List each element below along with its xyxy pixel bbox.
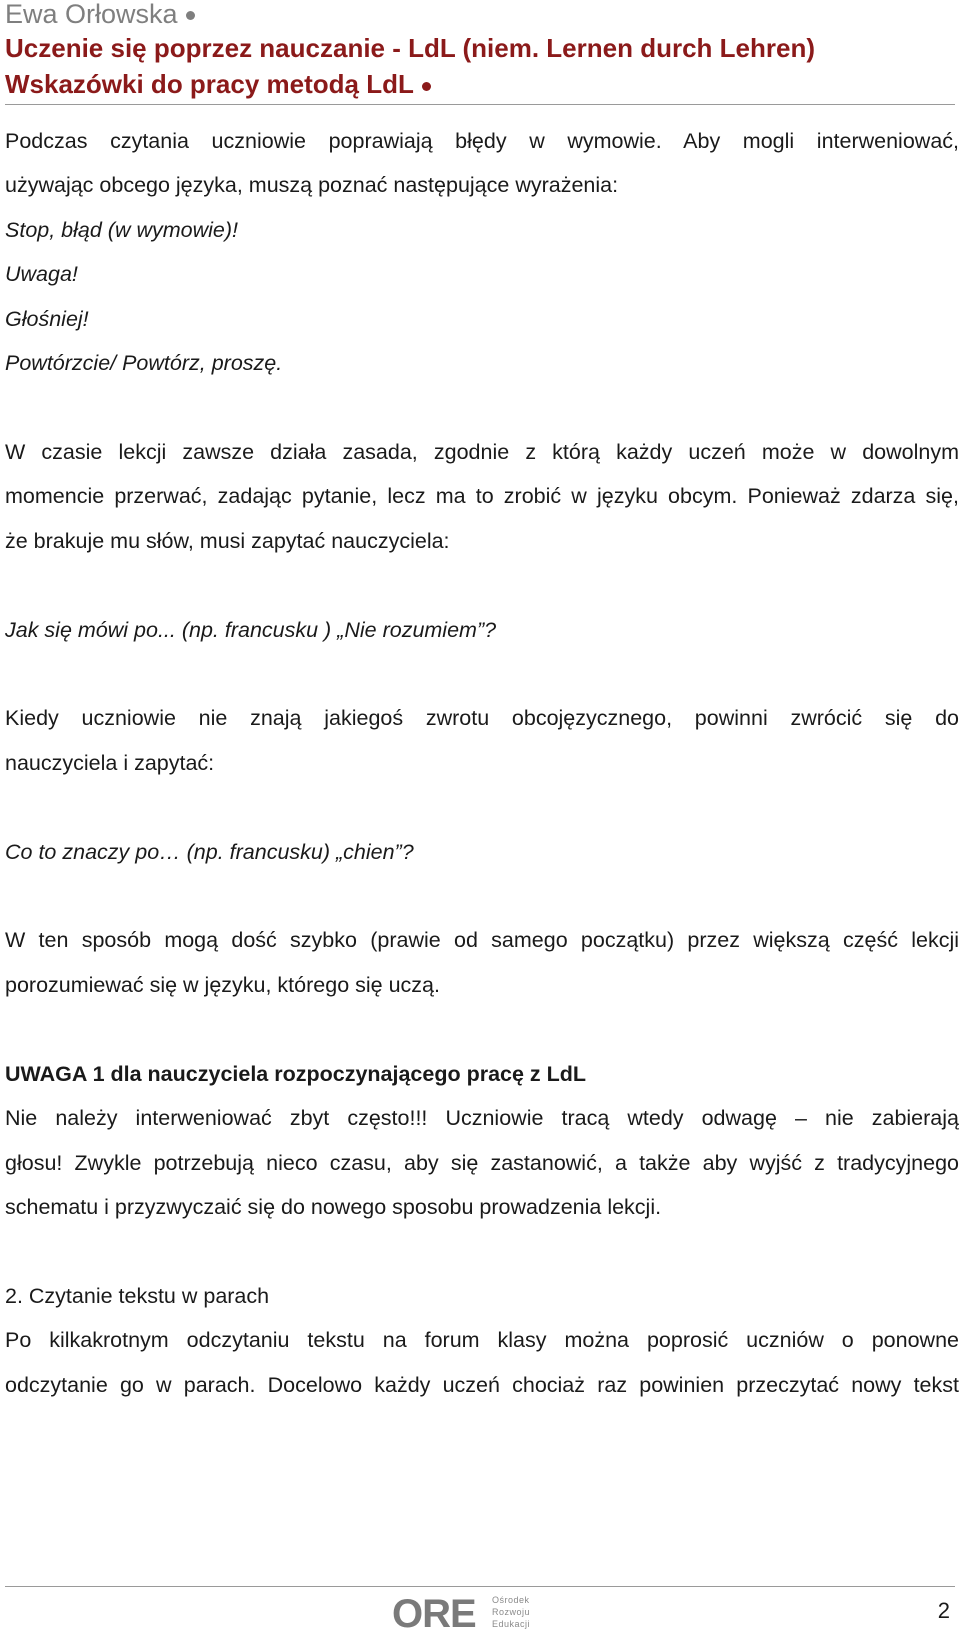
paragraph-line: W ten sposób mogą dość szybko (prawie od samego początku) przez większą część lekcji [5, 928, 959, 952]
header-divider [5, 104, 955, 105]
footer-divider [5, 1586, 955, 1587]
paragraph-line: momencie przerwać, zadając pytanie, lecz ma to zrobić w języku obcym. Ponieważ zdarza się, [5, 484, 959, 508]
expression-line: Uwaga! [5, 262, 78, 286]
paragraph-line: Po kilkakrotnym odczytaniu tekstu na forum klasy można poprosić uczniów o ponowne [5, 1328, 959, 1352]
page-number: 2 [937, 1598, 950, 1623]
paragraph-line: Nie należy interweniować zbyt często!!! Uczniowie tracą wtedy odwagę – nie zabierają [5, 1106, 959, 1130]
question-line: Co to znaczy po… (np. francusku) „chien”? [5, 840, 414, 864]
bullet-dot-icon [186, 11, 195, 20]
bullet-dot-icon [422, 82, 431, 91]
paragraph-line: odczytanie go w parach. Docelowo każdy uczeń chociaż raz powinien przeczytać nowy tekst [5, 1373, 959, 1397]
paragraph-line: nauczyciela i zapytać: [5, 751, 215, 775]
ore-logo-mark: ORE [392, 1592, 476, 1636]
paragraph-line: że brakuje mu słów, musi zapytać nauczyciela: [5, 529, 450, 553]
ore-logo-subtitle: Ośrodek Rozwoju Edukacji [492, 1595, 531, 1629]
expression-line: Powtórzcie/ Powtórz, proszę. [5, 351, 283, 375]
paragraph-line: schematu i przyzwyczaić się do nowego sposobu prowadzenia lekcji. [5, 1195, 662, 1219]
paragraph-line: Kiedy uczniowie nie znają jakiegoś zwrotu obcojęzycznego, powinni zwrócić się do [5, 706, 959, 730]
paragraph-line: głosu! Zwykle potrzebują nieco czasu, aby się zastanowić, a także aby wyjść z tradycyjnego [5, 1151, 959, 1175]
paragraph-line: W czasie lekcji zawsze działa zasada, zgodnie z którą każdy uczeń może w dowolnym [5, 440, 959, 464]
expression-line: Stop, błąd (w wymowie)! [5, 218, 238, 242]
header-title-line2: Wskazówki do pracy metodą LdL [5, 69, 431, 99]
paragraph-line: używając obcego języka, muszą poznać następujące wyrażenia: [5, 173, 619, 197]
author-name: Ewa Orłowska [5, 0, 195, 28]
paragraph-line: porozumiewać się w języku, którego się uczą. [5, 973, 440, 997]
header-title-line1: Uczenie się poprzez nauczanie - LdL (niem. Lernen durch Lehren) [5, 33, 815, 63]
paragraph-line: Podczas czytania uczniowie poprawiają błędy w wymowie. Aby mogli interweniować, [5, 129, 959, 153]
section-heading: 2. Czytanie tekstu w parach [5, 1284, 270, 1308]
warning-heading: UWAGA 1 dla nauczyciela rozpoczynającego pracę z LdL [5, 1062, 587, 1086]
question-line: Jak się mówi po... (np. francusku ) „Nie rozumiem”? [5, 618, 497, 642]
ore-logo [392, 1592, 542, 1638]
expression-line: Głośniej! [5, 307, 89, 331]
